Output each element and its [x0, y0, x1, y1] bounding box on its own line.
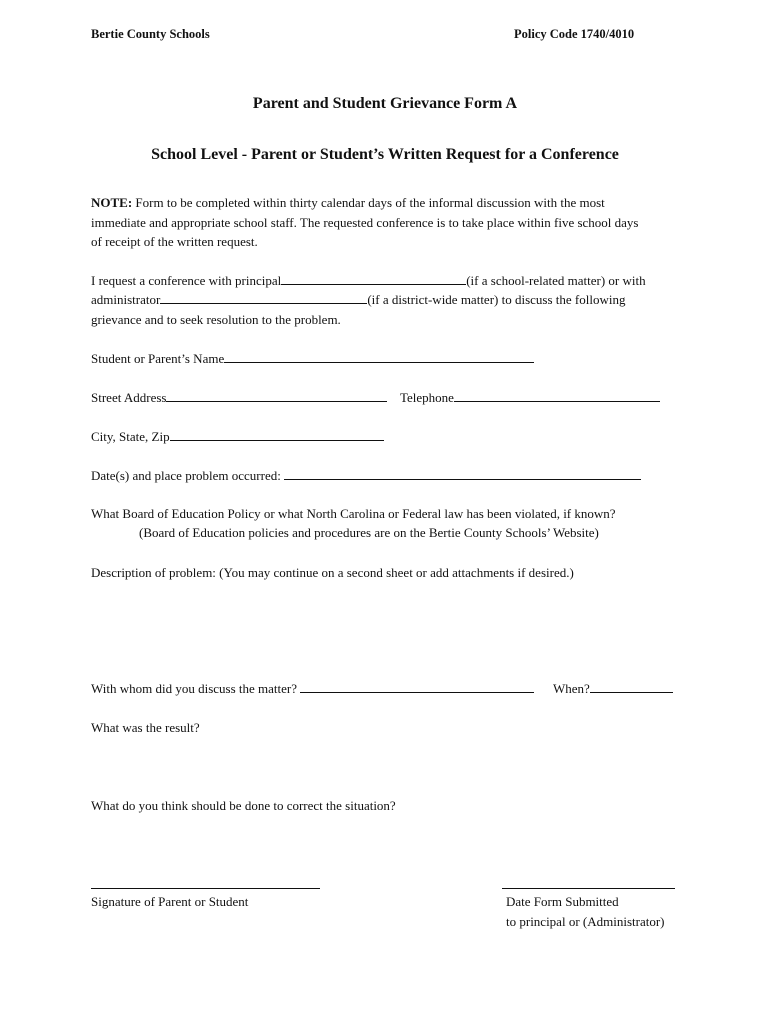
policy-question: What Board of Education Policy or what North Carolina or Federal law has been violated, if known?: [91, 506, 616, 521]
request-principal-label: I request a conference with principal: [91, 273, 282, 288]
form-subtitle: School Level - Parent or Student’s Written Request for a Conference: [151, 146, 619, 163]
name-row: [91, 349, 534, 369]
request-admin-note: (if a district-wide matter) to discuss the following: [367, 292, 626, 307]
description-area[interactable]: [91, 588, 671, 668]
when-label: When?: [553, 681, 590, 696]
discuss-row: [91, 679, 534, 699]
note-line-2: immediate and appropriate school staff. The requested conference is to take place within five school days: [91, 215, 639, 230]
telephone-row: [400, 388, 660, 408]
request-admin-label: administrator: [91, 292, 161, 307]
address-row: [91, 388, 387, 408]
when-field[interactable]: [590, 680, 673, 693]
correct-label: What do you think should be done to correct the situation?: [91, 798, 396, 813]
telephone-field[interactable]: [454, 389, 660, 402]
date-place-row: [91, 466, 641, 486]
signature-label: Signature of Parent or Student: [91, 894, 249, 909]
date-submitted-line[interactable]: [502, 888, 675, 889]
city-field[interactable]: [170, 428, 384, 441]
when-row: [553, 679, 673, 699]
name-label: Student or Parent’s Name: [91, 351, 225, 366]
name-field[interactable]: [224, 350, 534, 363]
request-line-3: grievance and to seek resolution to the problem.: [91, 312, 341, 327]
date-submitted-sublabel: to principal or (Administrator): [506, 914, 665, 929]
discuss-field[interactable]: [300, 680, 534, 693]
address-field[interactable]: [166, 389, 387, 402]
date-submitted-label: Date Form Submitted: [506, 894, 619, 909]
request-line-2: [91, 290, 625, 310]
city-row: [91, 427, 384, 447]
result-label: What was the result?: [91, 720, 200, 735]
form-title: Parent and Student Grievance Form A: [252, 95, 518, 112]
note-line-3: of receipt of the written request.: [91, 234, 258, 249]
discuss-label: With whom did you discuss the matter?: [91, 681, 298, 696]
header-policy-code: Policy Code 1740/4010: [514, 27, 635, 41]
signature-line[interactable]: [91, 888, 320, 889]
date-place-label: Date(s) and place problem occurred:: [91, 468, 281, 483]
city-label: City, State, Zip: [91, 429, 170, 444]
header-school-name: Bertie County Schools: [91, 27, 210, 41]
policy-note: (Board of Education policies and procedures are on the Bertie County Schools’ Website): [139, 525, 599, 540]
request-line-1: [91, 271, 646, 291]
address-label: Street Address: [91, 390, 167, 405]
note-line-1: [91, 193, 605, 213]
result-area[interactable]: [91, 742, 671, 792]
telephone-label: Telephone: [400, 390, 454, 405]
description-label: Description of problem: (You may continue on a second sheet or add attachments if desired.): [91, 565, 574, 580]
note-label: NOTE:: [91, 195, 133, 210]
principal-field[interactable]: [281, 272, 466, 285]
request-principal-note: (if a school-related matter) or with: [466, 273, 646, 288]
correct-area[interactable]: [91, 820, 671, 870]
administrator-field[interactable]: [160, 291, 367, 304]
date-place-field[interactable]: [284, 467, 641, 480]
note-text-1: Form to be completed within thirty calendar days of the informal discussion with the most: [135, 195, 605, 210]
